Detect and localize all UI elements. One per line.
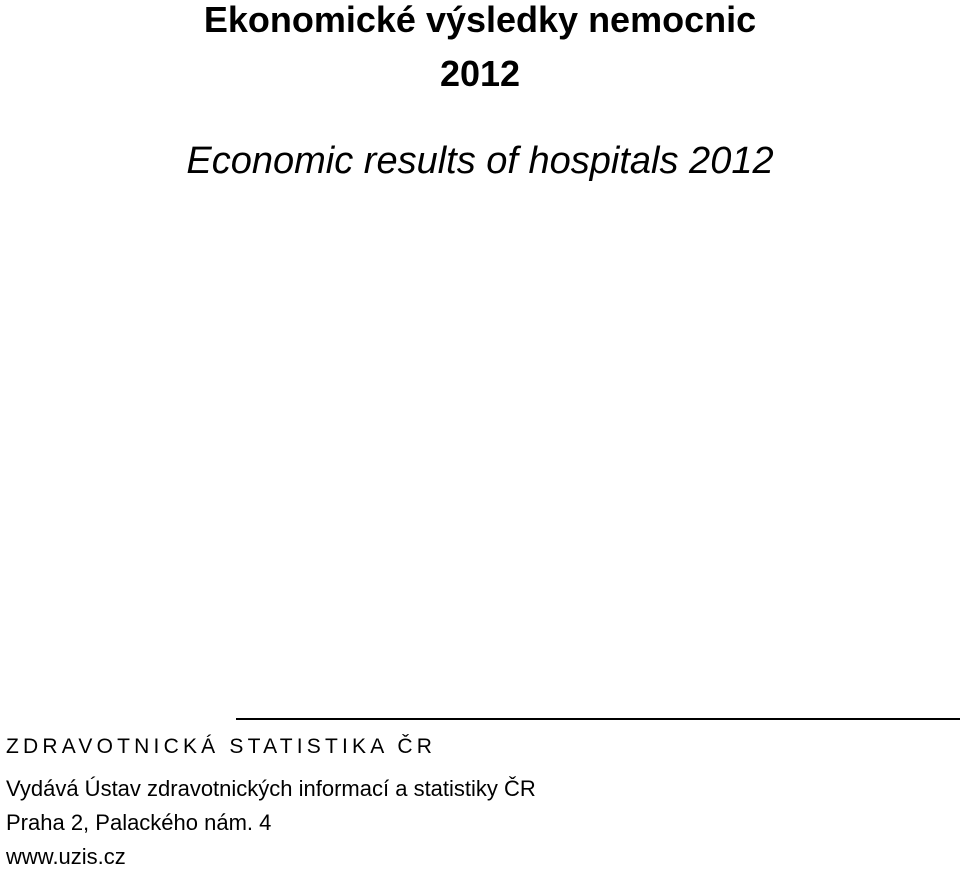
website-line: www.uzis.cz: [6, 844, 126, 869]
title-english: Economic results of hospitals 2012: [186, 140, 774, 182]
address-line: Praha 2, Palackého nám. 4: [6, 810, 272, 835]
footer-divider: [236, 718, 960, 720]
title-year: 2012: [439, 53, 521, 94]
series-name: ZDRAVOTNICKÁ STATISTIKA ČR: [6, 735, 437, 758]
title-czech: Ekonomické výsledky nemocnic: [203, 0, 757, 40]
publisher-line: Vydává Ústav zdravotnických informací a statistiky ČR: [6, 776, 536, 801]
title-block: [0, 0, 960, 182]
